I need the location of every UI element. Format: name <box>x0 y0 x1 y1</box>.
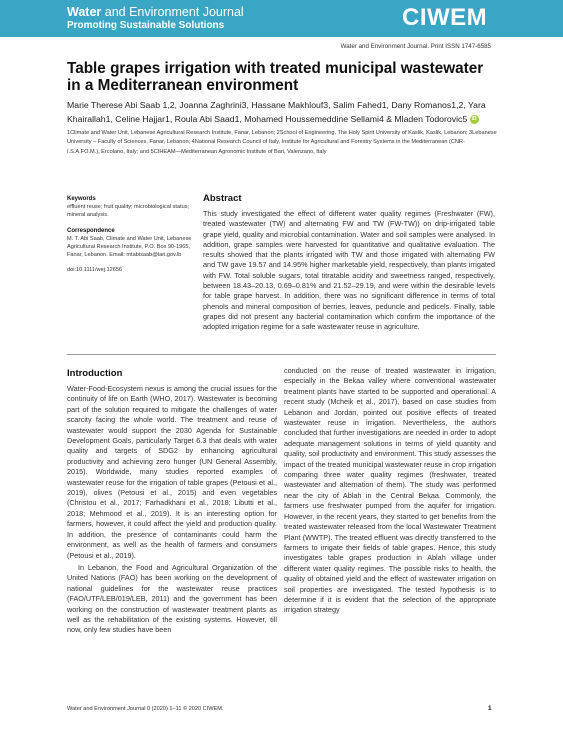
article-title: Table grapes irrigation with treated municipal wastewater in a Mediterranean environment <box>67 60 484 94</box>
correspondence-text: M. T. Abi Saab, Climate and Water Unit, Lebanese Agricultural Research Institute, P.O. Box 90-1965, Fanar, Lebanon. Email: mtabisaab@lari.gov.lb <box>67 236 192 258</box>
intro-right-column <box>284 366 496 616</box>
correspondence-heading: Correspondence <box>67 228 115 235</box>
journal-name <box>67 5 244 19</box>
author-names: Marie Therese Abi Saab 1,2, Joanna Zaghrini3, Hassane Makhlouf3, Salim Fahed1, Dany Romanos1,2, Yara Khairallah1, Celine Hajjar1, Roula Abi Saad1, Mohamed Houssemeddine Sellami4 & Mladen Todorovic5 <box>67 100 486 124</box>
journal-name-rest: and Environment Journal <box>101 5 244 19</box>
author-list <box>67 98 497 126</box>
intro-paragraph-1: Water-Food-Ecosystem nexus is among the crucial issues for the continuity of life on Earth (WHO, 2017). Wastewater is becoming part of the solution required to mitigate the challenges of water scarcity facing the whole world. The treatment and reuse of wastewater would support the 2030 Agenda for Sustainable Development Goals, particularly Target 6.3 that deals with water quality and targets of SDG2 by enhancing agricultural productivity and achieving zero hunger (UN General Assembly, 2015). Worldwide, many studies reported examples of wastewater reuse for the irrigation of table grapes (Petousi et al., 2019), olives (Petousi et al., 2015) and even vegetables (Christou et al., 2017; Farhadkhani et al., 2018; Libutti et al., 2018; Mehmood et al., 2019). It is an interesting option for farmers, however, it could affect the yield and production quality. In addition, the presence of contaminants could harm the environment, as well as the health of farmers and consumers (Petousi et al., 2019). <box>67 384 277 560</box>
abstract-heading: Abstract <box>203 193 242 204</box>
intro-paragraph-3: conducted on the reuse of treated wastewater in irrigation, especially in the Bekaa valley where conventional wastewater treatment plants have started to be supported and operational. A recent study (Mcheik et al., 2017), based on case studies from Lebanon and Jordan, pointed out positive effects of treated wastewater reuse in irrigation. Nevertheless, the authors concluded that further investigations are needed in order to adopt adequate management solutions in terms of yield quantity and quality, soil productivity and environment. This study assesses the impact of the treated municipal wastewater reuse in crop irrigation comparing three water quality regimes (freshwater, treated wastewater and alternation of them). The study was performed near the city of Ablah in the Central Bekaa. Commonly, the farmers use freshwater pumped from the aquifer for irrigation. However, in the recent years, they started to get benefits from the treated wastewater released from the local Wastewater Treatment Plant (WWTP). The treated effluent was directly transferred to the farmers to irrigate their fields of table grapes. Hence, this study investigates table grapes production in Ablah village under different water quality regimes. The possible risks to health, the quality of obtained yield and the effect of wastewater irrigation on soil properties are investigated. The tested hypothesis is to determine if it is evident that the selection of the appropriate irrigation strategy <box>284 366 496 615</box>
abstract-text: This study investigated the effect of different water quality regimes (Freshwater (FW), treated wastewater (TW) and alternating FW and TW (FW-TW)) on drip-irrigated table grape yield, quality and microbial contamination. Water and soil samples were analysed. In addition, grape samples were harvested for quantitative and qualitative evaluation. The results showed that the plants irrigated with TW and those irrigated with alternating FW and TW gave 19.57 and 14.95% higher marketable yield, respectively, than plants irrigated with FW. Total soluble sugars, total titratable acidity and sweetness ranged, respectively, between 18.43–20.13, 0.69–0.81% and 21.52–29.19, and were within the desirable levels for table grape harvest. In addition, there was no significant difference in terms of total phenols and mineral composition of berries, leaves, peduncle and pedicels. Finally, table grapes did not present any bacterial contamination which confirm the importance of the adopted irrigation regime for a safe wastewater reuse in agriculture. <box>203 209 495 332</box>
journal-name-bold: Water <box>67 5 102 19</box>
journal-tagline: Promoting Sustainable Solutions <box>67 20 225 31</box>
doi-link[interactable]: doi:10.1111/wej.12656 <box>67 266 123 273</box>
intro-left-column <box>67 384 277 636</box>
journal-banner <box>0 0 563 37</box>
keywords-text: effluent reuse; fruit quality; microbiological status; mineral analysis. <box>67 203 190 218</box>
keywords-heading: Keywords <box>67 196 96 202</box>
page-number: 1 <box>488 705 492 712</box>
section-divider <box>67 354 496 355</box>
article-sidebar <box>67 196 192 274</box>
issn-line: Water and Environment Journal. Print ISSN 1747-6585 <box>340 43 491 50</box>
affiliations: 1Climate and Water Unit, Lebanese Agricultural Research Institute, Fanar, Lebanon; 2School of Engineering, The Holy Spirit University of Kaslik, Kaslik, Lebanon; 3Lebanese University – Faculty of Sciences, Fanar, Lebanon; 4National Research Council of Italy, Institute for Agricultural and Forestry Systems in the Mediterranean (CNR-I.S.A.FO.M.), Ercolano, Italy; and 5CIHEAM—Mediterranean Agronomic Institute of Bari, Valenzano, Italy <box>67 130 497 155</box>
introduction-heading: Introduction <box>67 368 123 379</box>
ciwem-logo: CIWEM <box>402 4 488 31</box>
intro-paragraph-2: In Lebanon, the Food and Agricultural Organization of the United Nations (FAO) has been working on the development of national guidelines for the wastewater reuse practices (FAO/UTF/LEB/019/LEB, 2011) and the government has been working on the construction of wastewater treatment plants as well as the rehabilitation of the existing systems. However, till now, only few studies have been <box>67 562 277 635</box>
orcid-icon[interactable]: iD <box>471 116 477 123</box>
page-footer: Water and Environment Journal 0 (2020) 1–11 © 2020 CIWEM. <box>67 706 224 712</box>
